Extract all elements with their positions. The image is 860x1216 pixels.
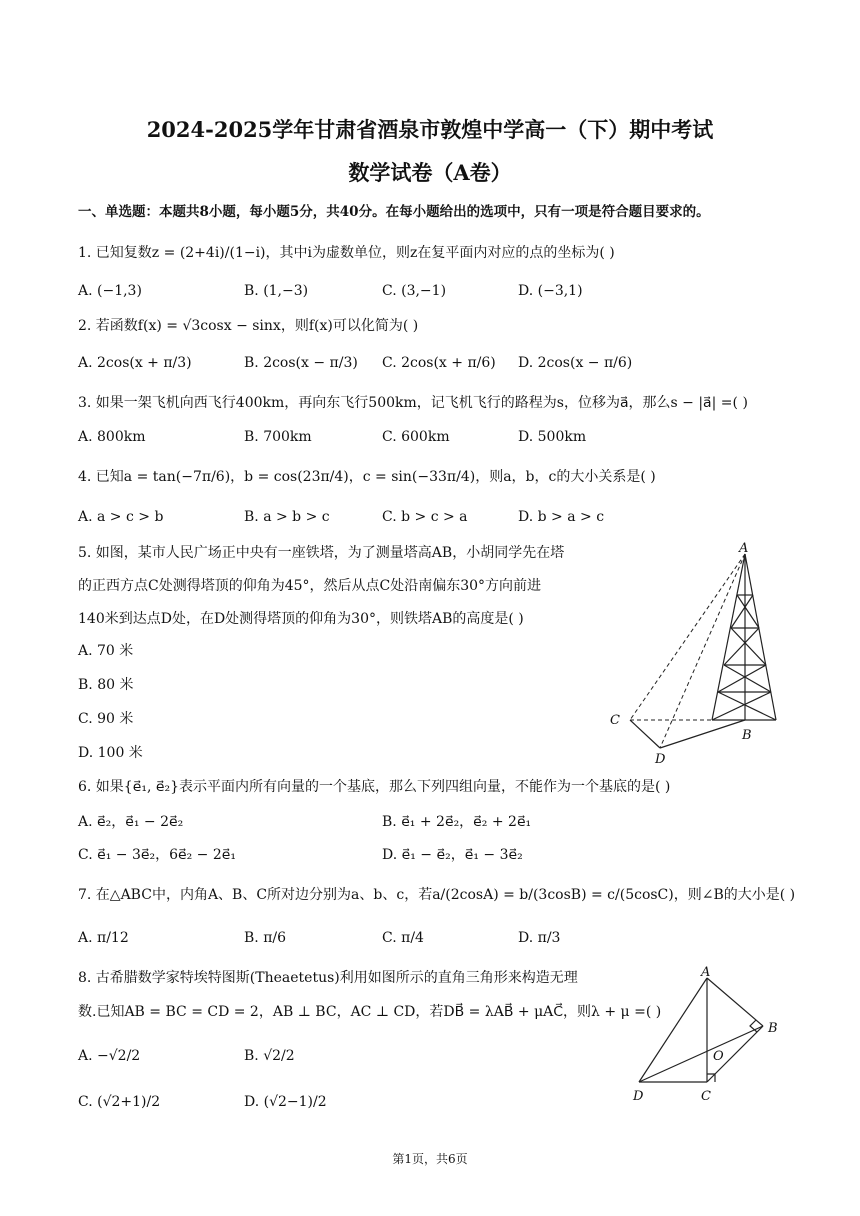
section-heading: 一、单选题：本题共8小题，每小题5分，共40分。在每小题给出的选项中，只有一项是符合题目要求的。 bbox=[78, 204, 710, 220]
q8-option-c: C. (√2+1)/2 bbox=[78, 1094, 161, 1110]
q1-option-b: B. (1,−3) bbox=[244, 283, 309, 299]
q4-option-b: B. a > b > c bbox=[244, 509, 330, 525]
q6-option-c: C. e⃗₁ − 3e⃗₂，6e⃗₂ − 2e⃗₁ bbox=[78, 847, 236, 863]
question-4-stem: 4. 已知a = tan(−7π/6)，b = cos(23π/4)，c = sin(−33π/4)，则a，b，c的大小关系是( ) bbox=[78, 469, 656, 485]
q2-option-b: B. 2cos(x − π/3) bbox=[244, 355, 358, 371]
q3-option-b: B. 700km bbox=[244, 429, 312, 445]
tower-label-c: C bbox=[610, 713, 620, 728]
q5-option-b: B. 80 米 bbox=[78, 677, 134, 693]
q8-option-d: D. (√2−1)/2 bbox=[244, 1094, 327, 1110]
question-8-line2: 数.已知AB = BC = CD = 2，AB ⊥ BC，AC ⊥ CD，若DB⃗ = λAB⃗ + μAC⃗，则λ + μ =( ) bbox=[78, 1004, 662, 1020]
tower-label-b: B bbox=[742, 728, 752, 743]
q7-option-a: A. π/12 bbox=[78, 930, 129, 946]
exam-subtitle: 数学试卷（A卷） bbox=[348, 160, 512, 185]
question-5-line1: 5. 如图，某市人民广场正中央有一座铁塔，为了测量塔高AB，小胡同学先在塔 bbox=[78, 545, 565, 561]
q1-option-a: A. (−1,3) bbox=[78, 283, 142, 299]
question-1-stem: 1. 已知复数z = (2+4i)/(1−i)，其中i为虚数单位，则z在复平面内对应的点的坐标为( ) bbox=[78, 245, 615, 261]
q2-option-a: A. 2cos(x + π/3) bbox=[78, 355, 192, 371]
question-6-stem: 6. 如果{e⃗₁, e⃗₂}表示平面内所有向量的一个基底，那么下列四组向量，不能作为一个基底的是( ) bbox=[78, 779, 671, 795]
q7-option-d: D. π/3 bbox=[518, 930, 561, 946]
question-2-stem: 2. 若函数f(x) = √3cosx − sinx，则f(x)可以化简为( ) bbox=[78, 318, 419, 334]
q2-option-c: C. 2cos(x + π/6) bbox=[382, 355, 496, 371]
q4-option-a: A. a > c > b bbox=[78, 509, 164, 525]
q3-option-c: C. 600km bbox=[382, 429, 450, 445]
q1-option-d: D. (−3,1) bbox=[518, 283, 583, 299]
q7-option-c: C. π/4 bbox=[382, 930, 424, 946]
tower-figure bbox=[600, 540, 790, 765]
q1-option-c: C. (3,−1) bbox=[382, 283, 447, 299]
triangle-label-c: C bbox=[701, 1089, 711, 1104]
tower-label-a: A bbox=[739, 541, 749, 556]
q3-option-d: D. 500km bbox=[518, 429, 587, 445]
q3-option-a: A. 800km bbox=[78, 429, 146, 445]
triangle-label-b: B bbox=[768, 1021, 778, 1036]
triangle-label-o: O bbox=[713, 1049, 724, 1064]
question-5-line3: 140米到达点D处，在D处测得塔顶的仰角为30°，则铁塔AB的高度是( ) bbox=[78, 611, 524, 627]
question-7-stem: 7. 在△ABC中，内角A、B、C所对边分别为a、b、c，若a/(2cosA) = b/(3cosB) = c/(5cosC)，则∠B的大小是( ) bbox=[78, 887, 796, 903]
q6-option-b: B. e⃗₁ + 2e⃗₂，e⃗₂ + 2e⃗₁ bbox=[382, 814, 532, 830]
tower-label-d: D bbox=[655, 752, 666, 765]
q4-option-d: D. b > a > c bbox=[518, 509, 605, 525]
q7-option-b: B. π/6 bbox=[244, 930, 287, 946]
exam-title: 2024-2025学年甘肃省酒泉市敦煌中学高一（下）期中考试 bbox=[146, 117, 714, 142]
triangle-label-a: A bbox=[701, 965, 711, 980]
q5-option-d: D. 100 米 bbox=[78, 745, 143, 761]
q8-option-a: A. −√2/2 bbox=[78, 1048, 141, 1064]
page-footer: 第1页，共6页 bbox=[392, 1152, 468, 1166]
question-3-stem: 3. 如果一架飞机向西飞行400km，再向东飞行500km，记飞机飞行的路程为s，位移为a⃗，那么s − |a⃗| =( ) bbox=[78, 395, 748, 411]
q2-option-d: D. 2cos(x − π/6) bbox=[518, 355, 633, 371]
triangle-label-d: D bbox=[633, 1089, 644, 1104]
q5-option-a: A. 70 米 bbox=[78, 643, 134, 659]
question-8-line1: 8. 古希腊数学家特埃特图斯(Theaetetus)利用如图所示的直角三角形来构造无理 bbox=[78, 970, 578, 986]
q8-option-b: B. √2/2 bbox=[244, 1048, 295, 1064]
q5-option-c: C. 90 米 bbox=[78, 711, 134, 727]
q4-option-c: C. b > c > a bbox=[382, 509, 468, 525]
triangle-figure bbox=[625, 962, 790, 1107]
question-5-line2: 的正西方点C处测得塔顶的仰角为45°，然后从点C处沿南偏东30°方向前进 bbox=[78, 578, 542, 594]
q6-option-d: D. e⃗₁ − e⃗₂，e⃗₁ − 3e⃗₂ bbox=[382, 847, 523, 863]
q6-option-a: A. e⃗₂，e⃗₁ − 2e⃗₂ bbox=[78, 814, 184, 830]
